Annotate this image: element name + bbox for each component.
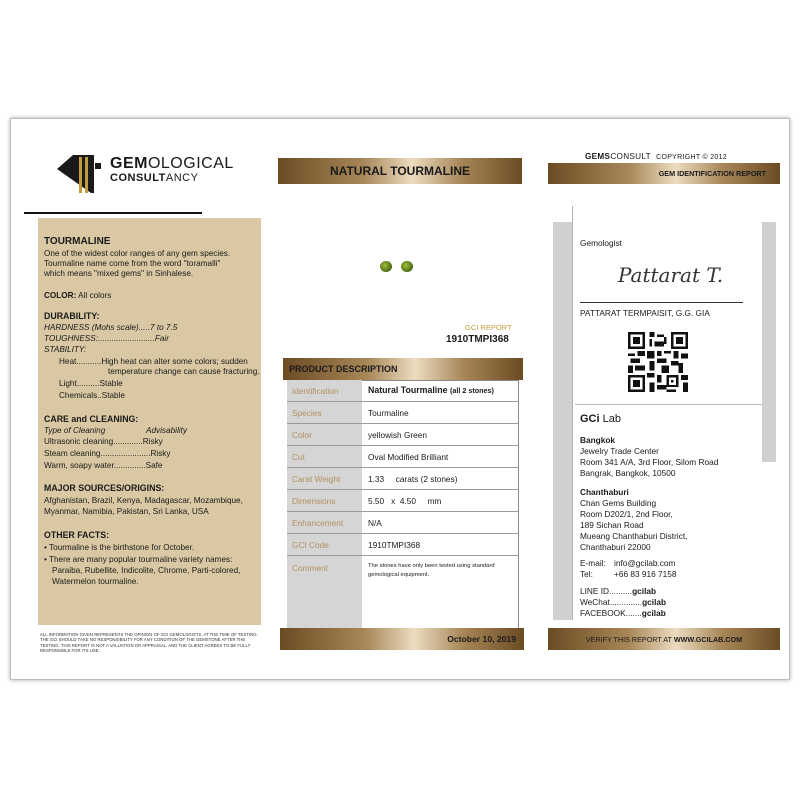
lab-divider: [575, 404, 762, 405]
gemstone-image: [380, 261, 392, 272]
signature-line: [580, 302, 743, 303]
carat-weight-label: Carat Weight: [292, 474, 341, 484]
logo-subtitle: CONSULTANCY: [110, 172, 199, 184]
right-panel-edge: [553, 222, 573, 620]
bangkok-address-line: Jewelry Trade Center: [580, 446, 659, 456]
durability-heading: DURABILITY:: [44, 311, 100, 321]
right-panel-tab: [762, 222, 776, 462]
comment-label: Comment: [292, 563, 328, 573]
color-label: Color: [292, 430, 312, 440]
report-date: October 10, 2019: [280, 628, 524, 650]
fact-line: Paraiba, Rubellite, Indicolite, Chrome, Parti-colored,: [52, 566, 241, 575]
wechat-id: WeChat..............gcilab: [580, 597, 667, 607]
chemicals-line: Chemicals..Stable: [59, 391, 125, 400]
disclaimer-text: ALL INFORMATION GIVEN REPRESENTS THE OPINION OF GCI GEMOLOGISTS. AT THE TIME OF TESTING. THE GCI SHOULD TAKE NO RESPONSIBILITY FOR ANY CONDITION OF THE GEMSTONE AFTER THE TESTING. THIS REPORT IS NOT A VALUATION OR APPRAISAL, AND THE CLIENT AGREES TO BE FULLY RESPONSIBLE FOR ITS USE.: [40, 632, 258, 654]
color-value: yellowish Green: [368, 430, 428, 440]
enhancement-value: N/A: [368, 518, 382, 528]
email-label: E-mail:: [580, 558, 606, 568]
email-link[interactable]: info@gcilab.com: [614, 558, 676, 568]
toughness-line: TOUGHNESS:.........................Fair: [44, 334, 169, 343]
tel-link[interactable]: +66 83 916 7158: [614, 569, 677, 579]
care-col-type: Type of Cleaning: [44, 426, 106, 435]
report-number: 1910TMPI368: [446, 334, 509, 345]
right-panel-divider: [572, 206, 573, 619]
bangkok-heading: Bangkok: [580, 435, 616, 445]
color-line: COLOR: All colors: [44, 291, 112, 300]
tel-label: Tel:: [580, 569, 593, 579]
heat-line: Heat...........High heat can alter some colors; sudden: [59, 357, 248, 366]
report-label: GCI REPORT: [465, 323, 512, 332]
gci-code-value: 1910TMPI368: [368, 540, 421, 550]
chanthaburi-address-line: Chan Gems Building: [580, 498, 657, 508]
fact-line: Watermelon tourmaline.: [52, 577, 139, 586]
care-row: Ultrasonic cleaning.............Risky: [44, 437, 163, 446]
line-id: LINE ID..........gcilab: [580, 586, 657, 596]
left-divider: [24, 212, 202, 214]
chanthaburi-address-line: 189 Sichan Road: [580, 520, 644, 530]
bangkok-address-line: Bangrak, Bangkok, 10500: [580, 468, 676, 478]
product-description-heading: PRODUCT DESCRIPTION: [283, 358, 523, 380]
sources-line: Afghanistan, Brazil, Kenya, Madagascar, Mozambique,: [44, 496, 243, 505]
care-row: Warm, soapy water..............Safe: [44, 461, 163, 470]
sources-heading: MAJOR SOURCES/ORIGINS:: [44, 483, 165, 493]
identification-label: Identification: [292, 386, 339, 396]
light-line: Light..........Stable: [59, 379, 123, 388]
enhancement-label: Enhancement: [292, 518, 344, 528]
comment-value: The stones have only been tested using standard gemological equipment.: [368, 563, 495, 578]
verify-link[interactable]: VERIFY THIS REPORT AT WWW.GCILAB.COM: [548, 628, 780, 650]
intro-line: Tourmaline name come from the word "toramalli": [44, 259, 221, 268]
care-heading: CARE and CLEANING:: [44, 414, 139, 424]
gemologist-signature: Pattarat T.: [618, 263, 724, 287]
facts-heading: OTHER FACTS:: [44, 530, 109, 540]
species-label: Species: [292, 408, 322, 418]
chanthaburi-address-line: Room D202/1, 2nd Floor,: [580, 509, 673, 519]
species-value: Tourmaline: [368, 408, 409, 418]
fact-line: • There are many popular tourmaline variety names:: [44, 555, 233, 564]
gem-logo-icon: [55, 153, 107, 195]
stability-line: STABILITY:: [44, 345, 87, 354]
carat-weight-value: 1.33 carats (2 stones): [368, 474, 458, 484]
care-col-advisability: Advisability: [146, 426, 187, 435]
fact-line: • Tourmaline is the birthstone for October.: [44, 543, 195, 552]
hardness-line: HARDNESS (Mohs scale).....7 to 7.5: [44, 323, 178, 332]
identification-value: Natural Tourmaline (all 2 stones): [368, 385, 494, 395]
gemologist-label: Gemologist: [580, 238, 622, 248]
gem-title: TOURMALINE: [44, 236, 111, 247]
facebook-id: FACEBOOK.......gcilab: [580, 608, 666, 618]
logo-title: GEMOLOGICAL: [110, 155, 234, 172]
care-row: Steam cleaning......................Risky: [44, 449, 171, 458]
chanthaburi-heading: Chanthaburi: [580, 487, 629, 497]
bangkok-address-line: Room 341 A/A, 3rd Floor, Silom Road: [580, 457, 719, 467]
dimensions-label: Dimensions: [292, 496, 336, 506]
intro-line: One of the widest color ranges of any gem species.: [44, 249, 231, 258]
sources-line: Myanmar, Namibia, Pakistan, Sri Lanka, USA: [44, 507, 209, 516]
cut-label: Cut: [292, 452, 305, 462]
chanthaburi-address-line: Chanthaburi 22000: [580, 542, 651, 552]
brand-header: GEMSCONSULT COPYRIGHT © 2012: [585, 152, 728, 161]
report-title: NATURAL TOURMALINE: [278, 158, 522, 184]
cut-value: Oval Modified Brilliant: [368, 452, 449, 462]
intro-line: which means "mixed gems" in Sinhalese.: [44, 269, 194, 278]
heat-line-cont: temperature change can cause fracturing.: [108, 367, 260, 376]
gci-code-label: GCI Code: [292, 540, 329, 550]
qr-code-icon[interactable]: [628, 332, 688, 392]
dimensions-value: 5.50 x 4.50 mm: [368, 496, 442, 506]
chanthaburi-address-line: Mueang Chanthaburi District,: [580, 531, 688, 541]
gemstone-image: [401, 261, 413, 272]
gemologist-name: PATTARAT TERMPAISIT, G.G. GIA: [580, 308, 710, 318]
lab-name: GCi Lab: [580, 413, 621, 425]
report-type-band: GEM IDENTIFICATION REPORT: [548, 163, 780, 184]
